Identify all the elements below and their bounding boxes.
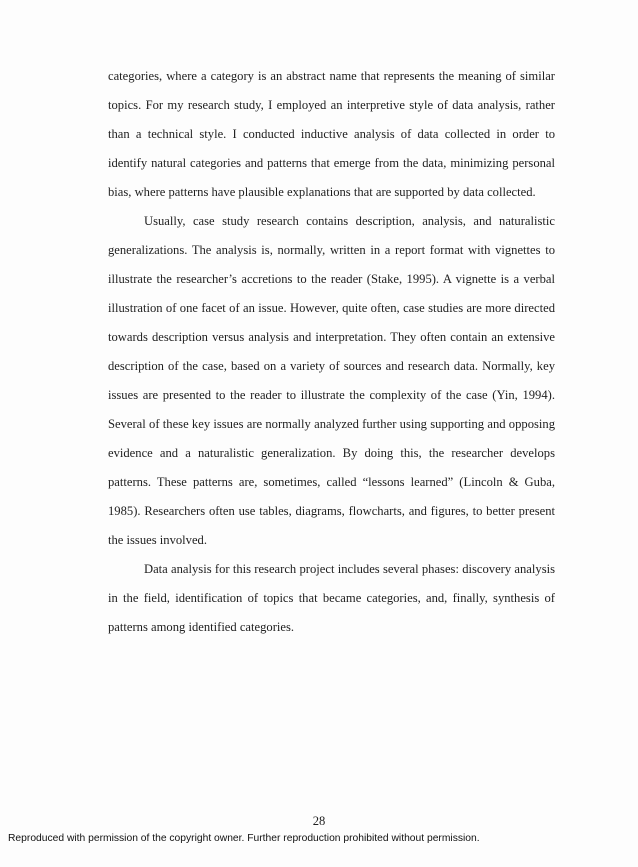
copyright-footer: Reproduced with permission of the copyright owner. Further reproduction prohibited without permission. [8, 833, 480, 844]
paragraph-continuation: categories, where a category is an abstract name that represents the meaning of similar topics. For my research study, I employed an interpretive style of data analysis, rather than a technical style. I conducted inductive analysis of data collected in order to identify natural categories and patterns that emerge from the data, minimizing personal bias, where patterns have plausible explanations that are supported by data collected. [108, 69, 555, 199]
page-number: 28 [312, 814, 326, 828]
body-text [108, 62, 555, 642]
paragraph-case-study: Usually, case study research contains description, analysis, and naturalistic generalizations. The analysis is, normally, written in a report format with vignettes to illustrate the researcher’s accretions to the reader (Stake, 1995). A vignette is a verbal illustration of one facet of an issue. However, quite often, case studies are more directed towards description versus analysis and interpretation. They often contain an extensive description of the case, based on a variety of sources and research data. Normally, key issues are presented to the reader to illustrate the complexity of the case (Yin, 1994). Several of these key issues are normally analyzed further using supporting and opposing evidence and a naturalistic generalization. By doing this, the researcher develops patterns. These patterns are, sometimes, called “lessons learned” (Lincoln & Guba, 1985). Researchers often use tables, diagrams, flowcharts, and figures, to better present the issues involved. [108, 214, 555, 547]
paragraph-data-analysis: Data analysis for this research project includes several phases: discovery analysis in the field, identification of topics that became categories, and, finally, synthesis of patterns among identified categories. [108, 562, 555, 634]
